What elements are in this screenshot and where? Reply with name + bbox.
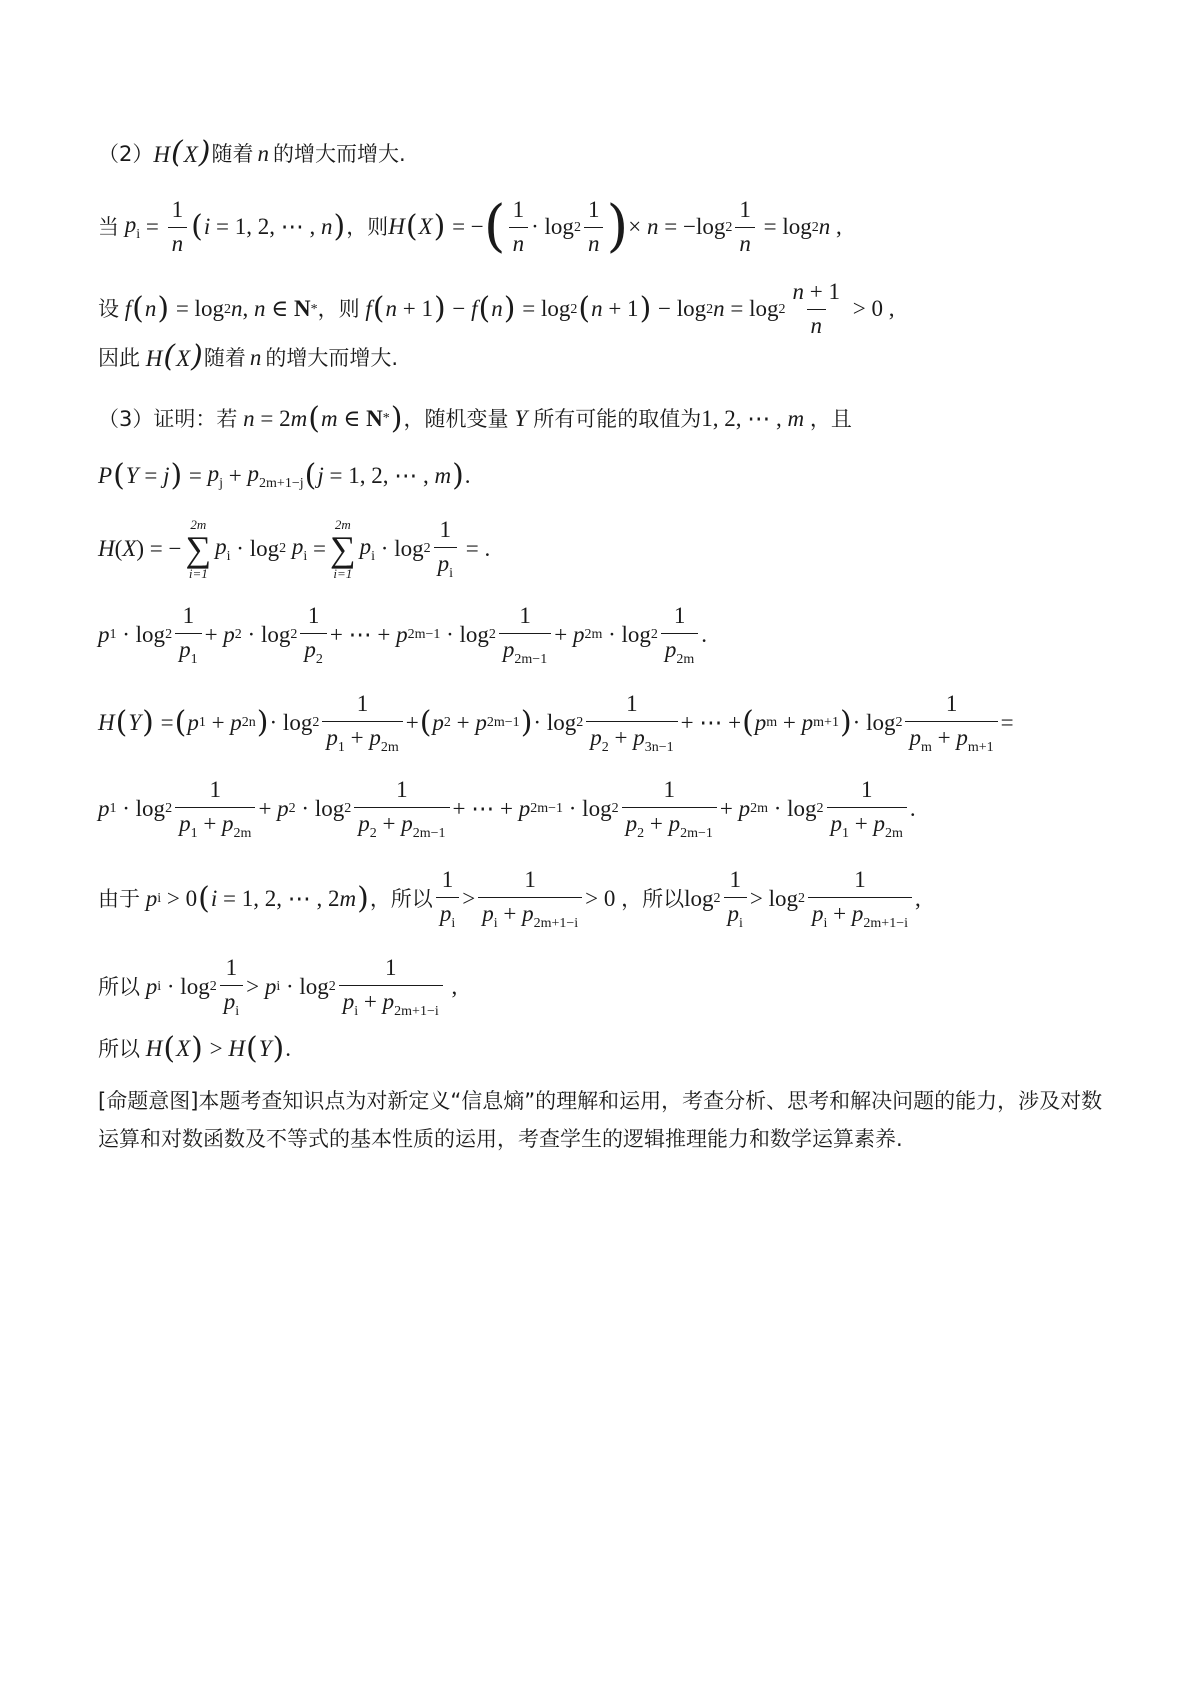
math-pos: p i > 0 ( i = 1, 2, ⋯ , 2 m ) — [145, 881, 369, 917]
math-hx-2: H(X) — [140, 339, 203, 374]
part3-heading — [98, 401, 852, 436]
math-hx-sum: H ( X ) = − 2m ∑ i=1 $p_i$ · log 2 $p_i$ = 2m ∑ i=1 $p_i$ · log 2 $\frac{1}{p_i}$ = . — [98, 517, 491, 582]
math-expr-3: f ( n ) = log 2 n , n ∈ N * — [124, 291, 318, 327]
part2-claim: 随着 — [211, 141, 254, 166]
math-n-2: n — [249, 344, 262, 370]
math-hx-expanded: p 1 · log 2 $\frac{1}{p_1}$ + p 2 · log 2 $\frac{1}{p_2}$ + ⋯ + p 2m−1 · log 2 $\frac{1}{p_{2m-1}}$ + p 2m · log 2 $\frac{1}{p_{2m}}$ . — [98, 603, 708, 667]
math-hx: H(X) — [153, 135, 211, 170]
math-n: n — [257, 140, 269, 166]
text-random-var: ，随机变量 — [403, 406, 509, 431]
math-expr: $p_i$ = $\frac{1}{n}$ ( i = 1, 2, ⋯ , n ) — [119, 196, 346, 259]
math-y: Y — [514, 405, 528, 431]
text-suoyi: ，所以 — [369, 887, 433, 911]
math-n-2m: n = 2 m ( m ∈ N * ) — [243, 401, 403, 436]
math-hy: H ( Y ) = ( p 1 + p 2n ) · log 2 $\frac{1}{p_1 + p_{2m}}$ + ( p 2 + p 2m−1 ) · log 2 $\frac{1}{p_2 + p_{3n-1}}$ + ⋯ + ( p m + p m+1 ) · log 2 $\frac{1}{p_m + p_{m+1}}$ = — [98, 691, 1014, 755]
text-she: 设 — [98, 297, 119, 322]
math-values: 1, 2, ⋯ , m — [701, 405, 805, 431]
equation-hy-expanded — [98, 776, 916, 842]
part3-label: （3）证明：若 — [98, 406, 238, 431]
equation-hx-sum — [98, 516, 490, 582]
equation-hx-expanded — [98, 602, 707, 668]
part2-heading — [98, 135, 406, 170]
part2-claim-tail: 的增大而增大. — [273, 141, 406, 166]
text-ze: ，则 — [346, 215, 389, 240]
text-claim-2: 随着 — [203, 345, 246, 370]
math-ineq-3: p i · log 2 $\frac{1}{p_i}$ > p i · log 2 $\frac{1}{p_i + p_{2m+1-i}}$ , — [145, 955, 458, 1019]
equation-py — [98, 460, 471, 493]
text-suoyi4: 所以 — [98, 1036, 140, 1061]
text-ze2: ，则 — [317, 297, 360, 322]
text-qie: ，且 — [809, 406, 852, 431]
equation-weighted-ineq — [98, 954, 457, 1020]
equation-hy — [98, 690, 1014, 756]
math-ineq-1: $\frac{1}{p_i}$ > $\frac{1}{p_i + p_{2m+1-i}}$ > 0 — [433, 866, 621, 932]
text-conclusion-tail: 的增大而增大. — [265, 345, 399, 370]
math-ineq-2: log 2 $\frac{1}{p_i}$ > log 2 $\frac{1}{p_i + p_{2m+1-i}}$ , — [684, 867, 921, 931]
math-expr-4: f ( n + 1 ) − f ( n ) = log 2 ( n + 1 ) − log 2 n = log 2 $\frac{n + 1}{n}$ > 0 , — [360, 278, 895, 341]
part2-label: （2） — [98, 141, 154, 166]
problem-intent-note: [命题意图]本题考查知识点为对新定义“信息熵”的理解和运用，考查分析、思考和解决问题的能力，涉及对数运算和对数函数及不等式的基本性质的运用，考查学生的逻辑推理能力和数学运算素养. — [98, 1089, 1103, 1151]
text-values: 所有可能的取值为 — [533, 406, 702, 431]
text-youyu: 由于 — [98, 887, 140, 911]
equation-monotonic — [98, 278, 895, 341]
math-py: P ( Y = j ) = $p_j$ + $p_{2m+1-j}$ ( j = 1, 2, ⋯ , m ) . — [98, 458, 471, 494]
math-expr-2: H ( X ) = − ( $\frac{1}{n}$ · log 2 $\frac{1}{n}$ ) × n = −log 2 $\frac{1}{n}$ = log 2 n , — [388, 194, 842, 260]
text-suoyi2: ，所以 — [621, 887, 685, 911]
equation-uniform-entropy — [98, 196, 842, 259]
math-final: H ( X ) > H ( Y ) . — [145, 1031, 291, 1066]
equation-inequality — [98, 866, 921, 932]
text-conclusion: 因此 — [98, 345, 140, 370]
final-conclusion — [98, 1031, 291, 1066]
math-hy-expanded: p 1 · log 2 $\frac{1}{p_1 + p_{2m}}$ + p 2 · log 2 $\frac{1}{p_2 + p_{2m-1}}$ + ⋯ + p 2m−1 · log 2 $\frac{1}{p_2 + p_{2m-1}}$ + p 2m · log 2 $\frac{1}{p_1 + p_{2m}}$ . — [98, 777, 916, 841]
text-dang: 当 — [98, 215, 119, 240]
text-suoyi3: 所以 — [98, 975, 140, 999]
part2-conclusion — [98, 339, 399, 374]
